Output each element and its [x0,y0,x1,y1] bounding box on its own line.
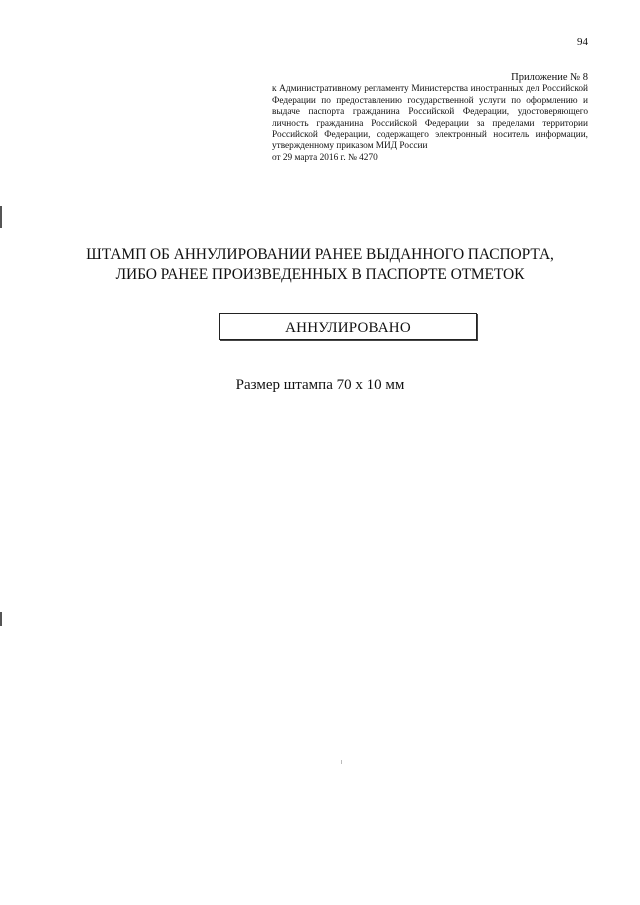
document-title-line-2: ЛИБО РАНЕЕ ПРОИЗВЕДЕННЫХ В ПАСПОРТЕ ОТМЕТОК [115,266,525,283]
stamp-size-note: Размер штампа 70 х 10 мм [235,377,405,393]
document-title [40,245,600,285]
document-title-line-1: ШТАМП ОБ АННУЛИРОВАНИИ РАНЕЕ ВЫДАННОГО ПАСПОРТА, [86,246,554,263]
appendix-text: к Административному регламенту Министерства иностранных дел Российской Федерации по предоставлению государственной услуги по оформлению и выдаче паспорта гражданина Российской Федерации, удостоверяющего личность гражданина Российской Федерации за пределами территории Российской Федерации, содержащего электронный носитель информации, утвержденному приказом МИД России [272,84,588,152]
scan-speck [341,760,342,764]
stamp-sample: АННУЛИРОВАНО [219,313,477,340]
page-number: 94 [577,36,588,48]
appendix-block [272,72,588,164]
scan-edge-mark [0,612,2,626]
scan-edge-mark [0,206,2,228]
appendix-date: от 29 марта 2016 г. № 4270 [272,152,378,163]
appendix-label: Приложение № 8 [511,72,588,83]
